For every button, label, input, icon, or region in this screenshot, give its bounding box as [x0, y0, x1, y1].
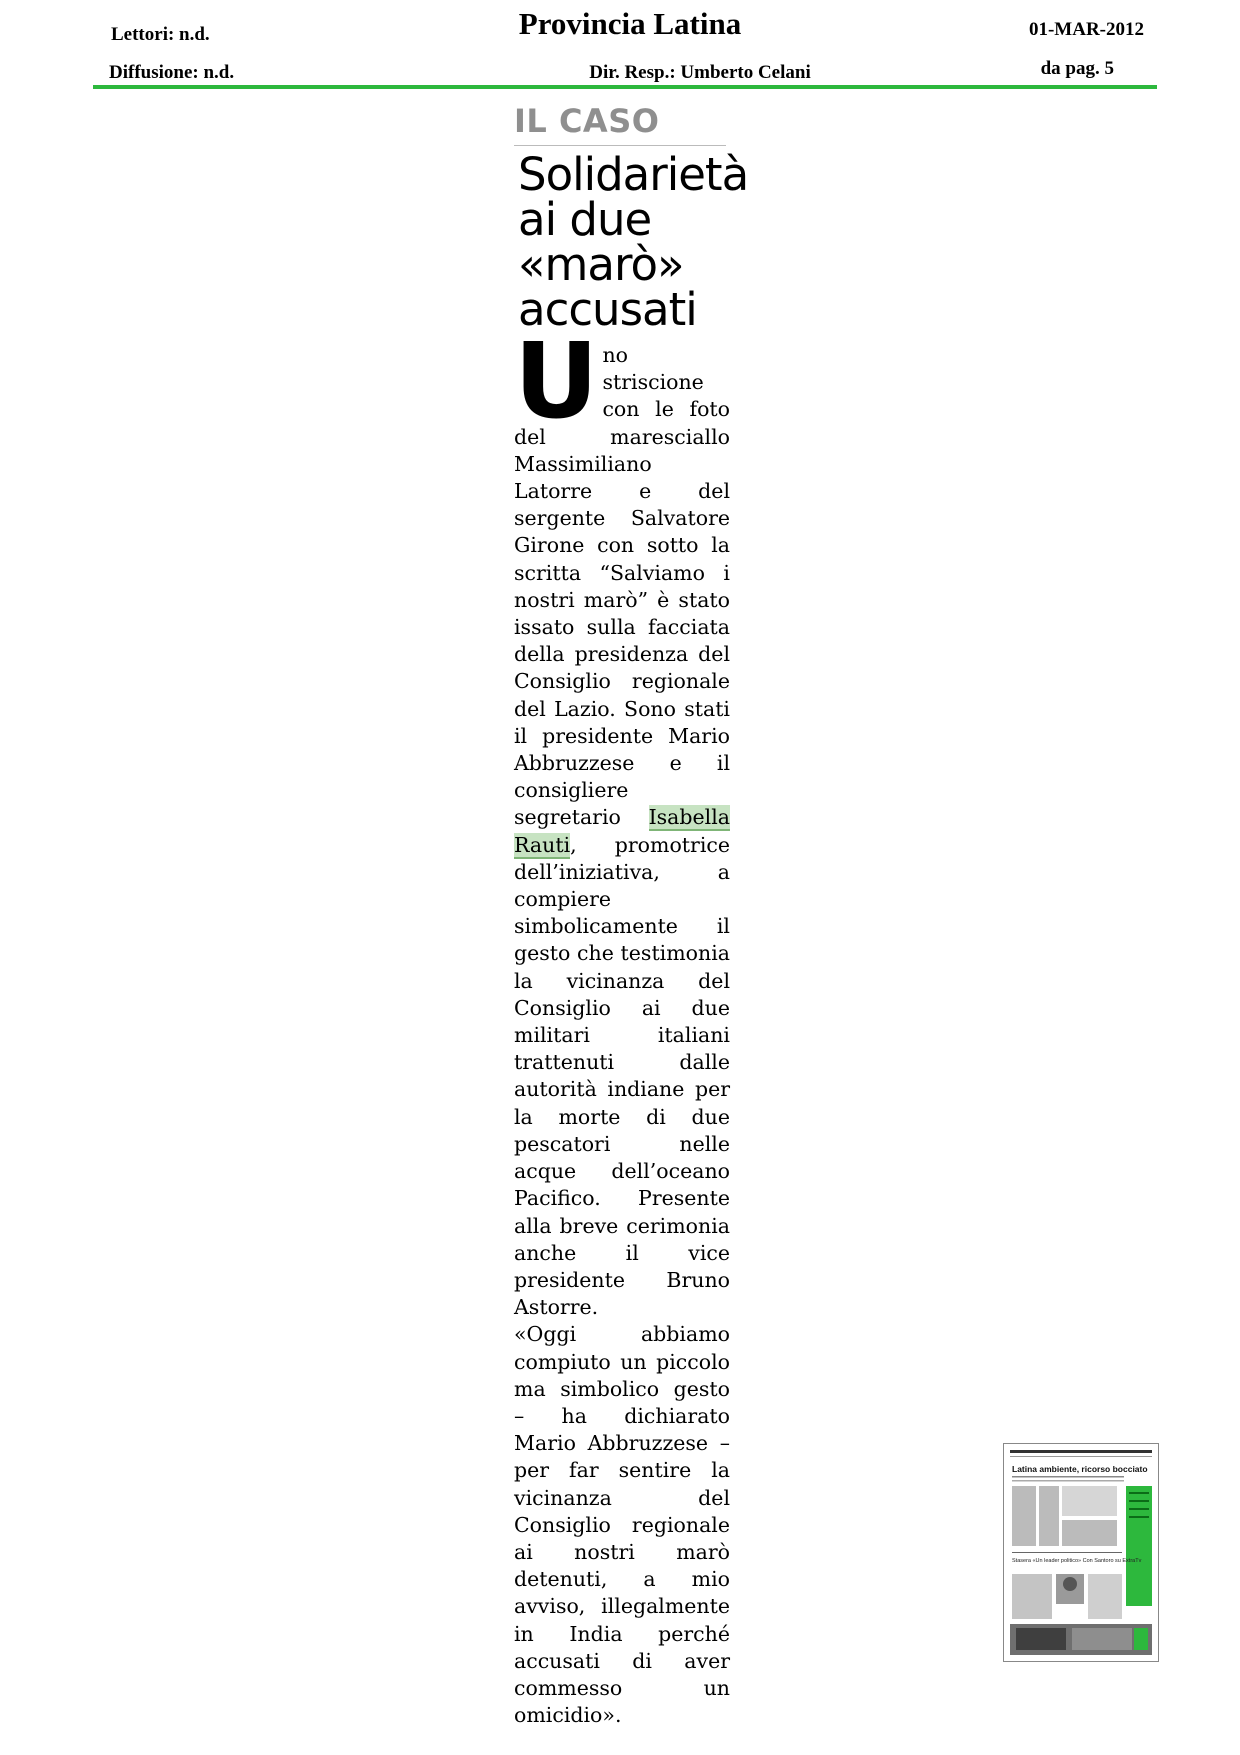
headline-line: ai due — [518, 193, 652, 246]
thumbnail-headline: Latina ambiente, ricorso bocciato — [1012, 1464, 1148, 1474]
thumbnail-subhead: Stasera «Un leader politico» Con Santoro su ExtraTv — [1012, 1558, 1142, 1564]
article-kicker: IL CASO — [514, 102, 660, 140]
headline-line: «marò» — [518, 238, 684, 291]
headline-line: accusati — [518, 283, 697, 336]
director-line: Dir. Resp.: Umberto Celani — [589, 62, 811, 83]
paragraph: «Oggi abbiamo compiuto un piccolo ma simbolico gesto – ha dichiarato Mario Abbruzzese – per far sentire la vicinanza del Consiglio regionale ai nostri marò detenuti, a mio avviso, illegalmente in India perché accusati di aver commesso un omicidio». — [514, 1322, 730, 1728]
readers-count: Lettori: n.d. — [111, 24, 210, 45]
publication-date: 01-MAR-2012 — [1028, 19, 1144, 40]
page-reference: da pag. 5 — [1040, 58, 1114, 79]
paragraph-text: , promotrice dell’iniziativa, a compiere simbolicamente il gesto che testimonia la vicinanza del Consiglio ai due militari italiani trattenuti dalle autorità indiane per la morte di due pescatori nelle acque dell’oceano Pacifico. Presente alla breve cerimonia anche il vice presidente Bruno Astorre. — [514, 832, 730, 1320]
kicker-divider — [514, 145, 726, 146]
diffusion-count: Diffusione: n.d. — [109, 62, 235, 83]
paragraph-text: no striscione con le foto del maresciallo Massimiliano Latorre e del sergente Salvatore Girone con sotto la scritta “Salviamo i nostri marò” è stato issato sulla facciata della presidenza del Consiglio regionale del Lazio. Sono stati il presidente Mario Abbruzzese e il consigliere segretario — [514, 343, 730, 830]
drop-cap: U — [514, 320, 599, 442]
highlighted-name[interactable]: Isabella Rauti — [514, 805, 730, 857]
publication-name: Provincia Latina — [518, 6, 742, 41]
paragraph — [514, 320, 730, 1321]
headline-line: Solidarietà — [518, 148, 749, 201]
header-rule — [93, 85, 1157, 89]
article-body — [514, 320, 730, 1729]
page-thumbnail[interactable] — [1003, 1443, 1159, 1662]
article-headline — [518, 148, 749, 336]
thumbnail-graphic — [1004, 1444, 1158, 1661]
article — [514, 102, 749, 1729]
